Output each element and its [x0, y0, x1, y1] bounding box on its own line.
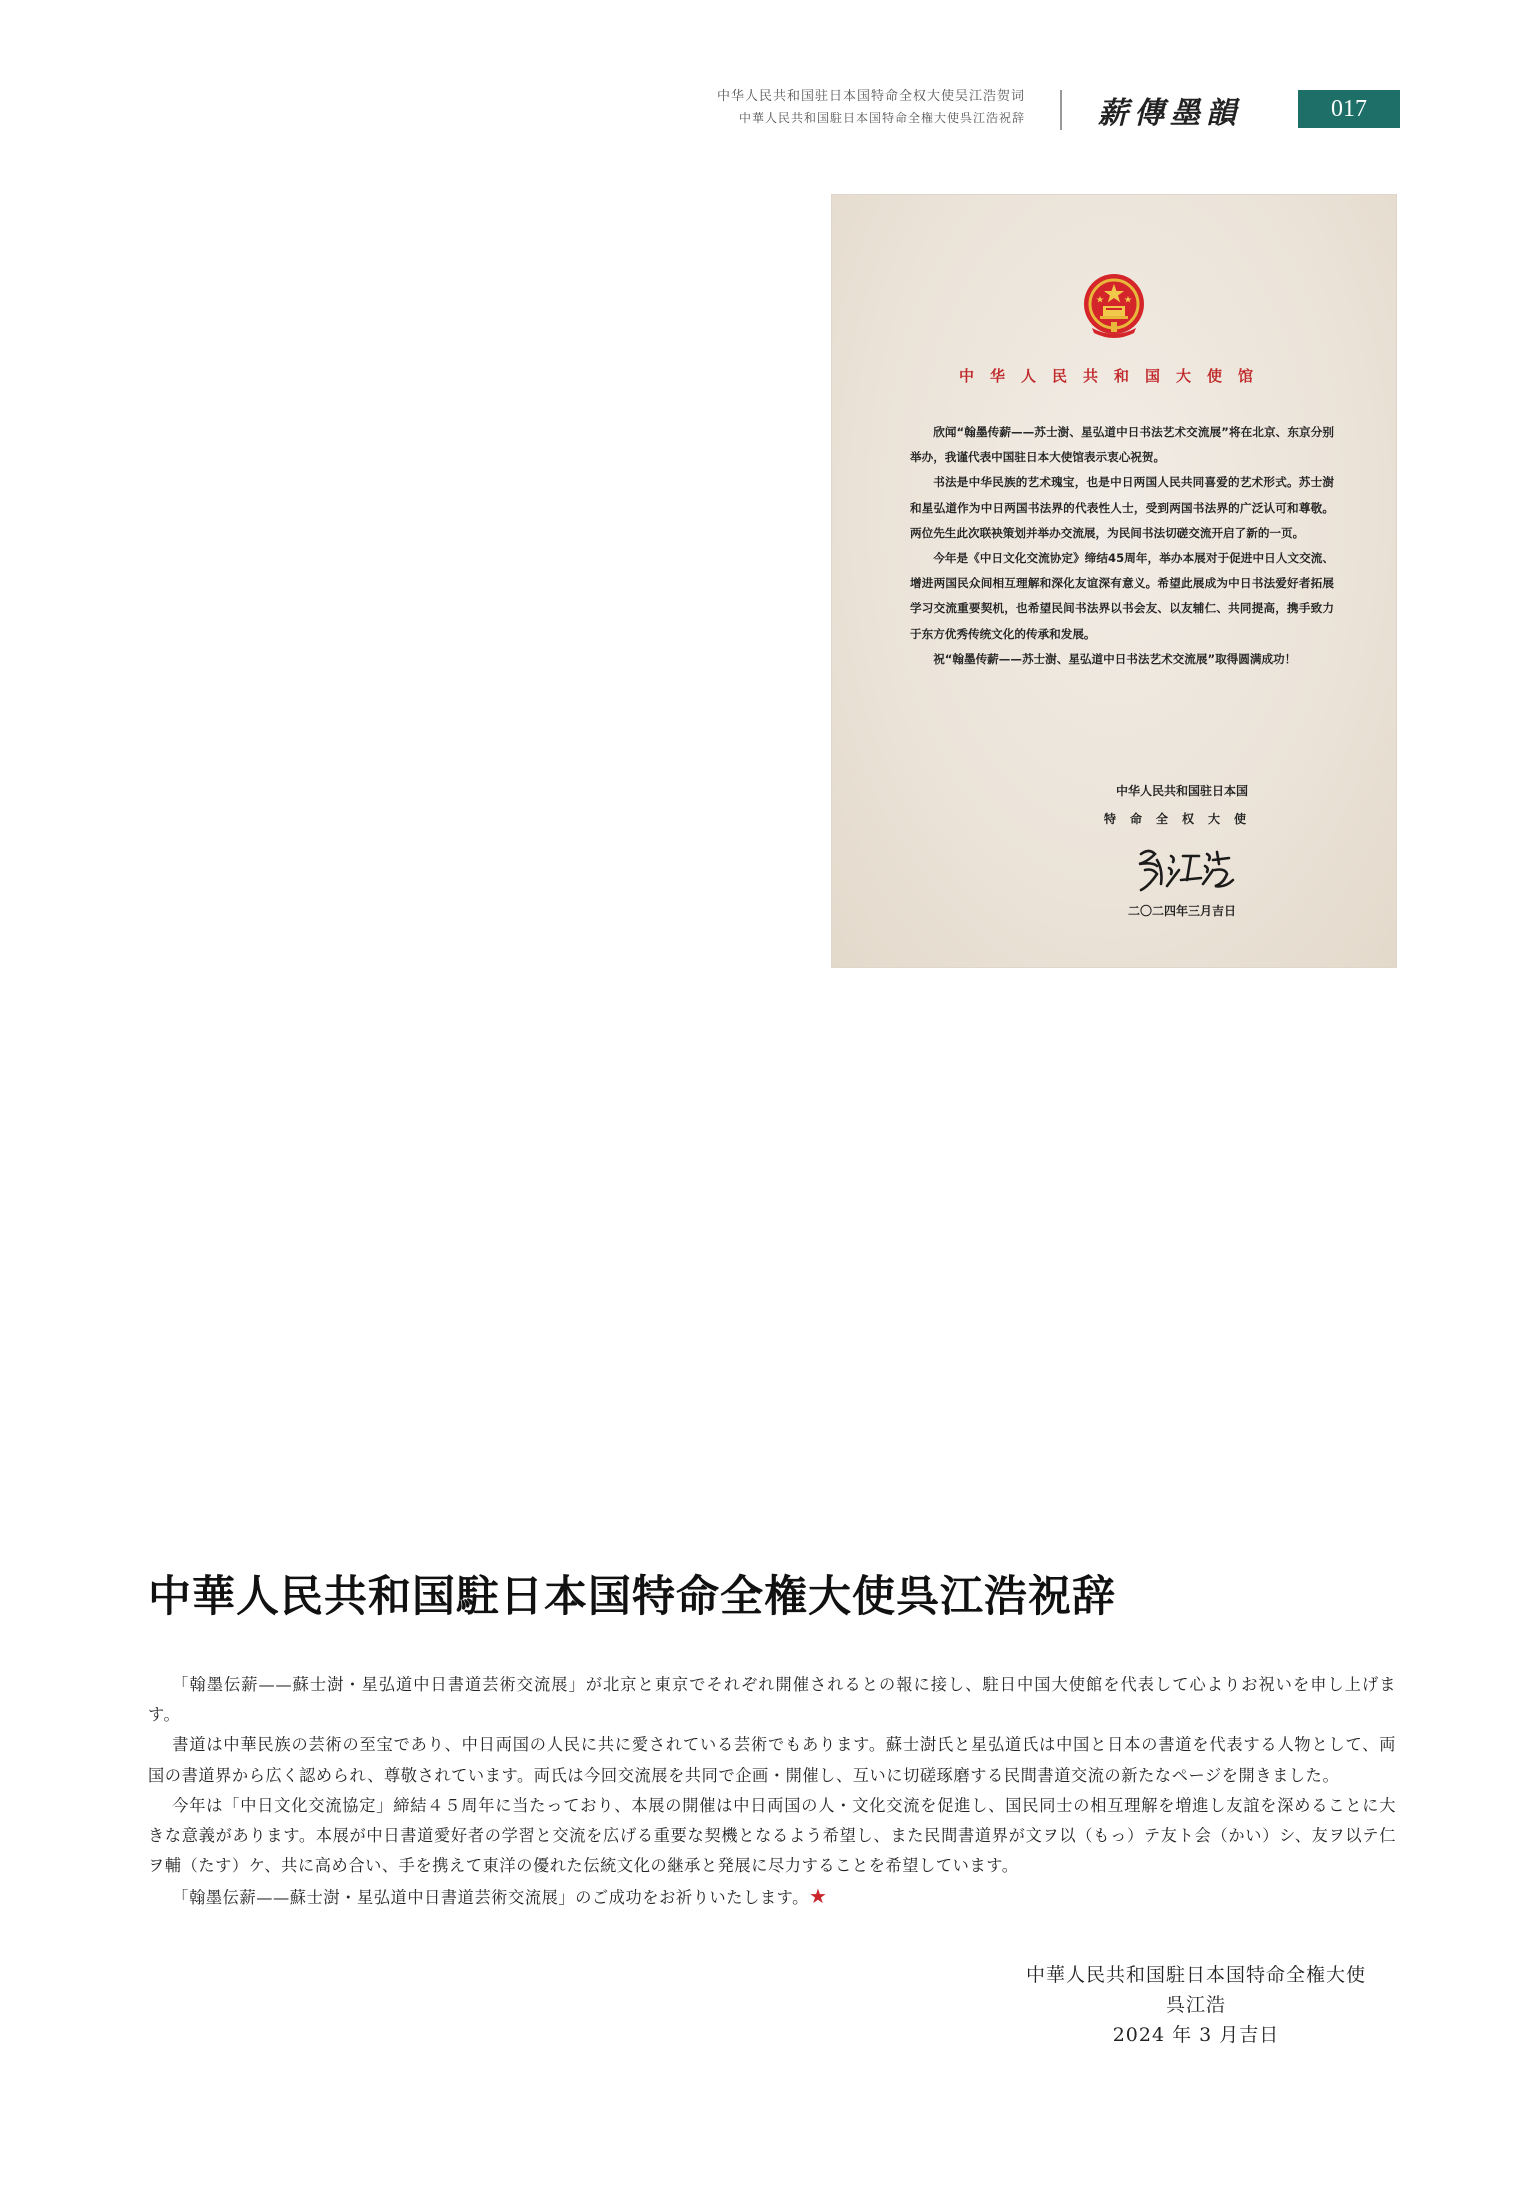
header-divider: [1060, 90, 1062, 130]
article-title: 中華人民共和国駐日本国特命全権大使呉江浩祝辞: [148, 1572, 1116, 1622]
article-paragraph: 「翰墨伝薪——蘇士澍・星弘道中日書道芸術交流展」が北京と東京でそれぞれ開催されるとの報に接し、駐日中国大使館を代表して心よりお祝いを申し上げます。: [148, 1675, 1396, 1725]
article-paragraph-last: [148, 1881, 1396, 1913]
letter-paragraph: 书法是中华民族的艺术瑰宝，也是中日两国人民共同喜爱的艺术形式。苏士澍和星弘道作为中日两国书法界的代表性人士，受到两国书法界的广泛认可和尊敬。两位先生此次联袂策划并举办交流展，为民间书法切磋交流开启了新的一页。: [910, 475, 1334, 540]
article-signature-block: [990, 1960, 1396, 2050]
letter-paragraph: 今年是《中日文化交流协定》缔结45周年，举办本展对于促进中日人文交流、增进两国民众间相互理解和深化友谊深有意义。希望此展成为中日书法爱好者拓展学习交流重要契机，也希望民间书法界以书会友、以友辅仁、共同提高，携手致力于东方优秀传统文化的传承和发展。: [910, 551, 1334, 641]
publication-logo: 薪傳墨韻: [1098, 96, 1242, 131]
letter-paragraph: 祝“翰墨传薪——苏士澍、星弘道中日书法艺术交流展”取得圆满成功！: [933, 651, 1297, 666]
national-emblem-icon: [1078, 270, 1150, 342]
letter-body: [910, 420, 1334, 672]
article-sign-name: 呉江浩: [1165, 1994, 1226, 2016]
article-paragraph-text: 「翰墨伝薪——蘇士澍・星弘道中日書道芸術交流展」のご成功をお祈りいたします。: [172, 1888, 809, 1908]
header-title-japanese: 中華人民共和国駐日本国特命全権大使呉江浩祝辞: [738, 111, 1025, 125]
article-sign-date: 2024 年 3 月吉日: [1112, 2024, 1280, 2046]
letter-sign-org: 中华人民共和国驻日本国: [1115, 784, 1248, 798]
embassy-title: 中华人民共和国大使馆: [958, 367, 1269, 385]
header-title-simplified: 中华人民共和国驻日本国特命全权大使吴江浩贺词: [716, 89, 1025, 104]
end-mark-star-icon: ★: [808, 1884, 828, 1909]
letter-sign-role: 特命全权大使: [1103, 812, 1260, 826]
congratulatory-letter: [832, 195, 1396, 967]
article-sign-org: 中華人民共和国駐日本国特命全権大使: [1025, 1964, 1366, 1986]
letter-sign-date: 二〇二四年三月吉日: [1127, 904, 1236, 918]
article-body: [148, 1670, 1396, 1914]
handwritten-signature: [1127, 840, 1237, 896]
article-paragraph: 今年は「中日文化交流協定」締結４５周年に当たっており、本展の開催は中日両国の人・文化交流を促進し、国民同士の相互理解を増進し友誼を深めることに大きな意義があります。本展が中日書道愛好者の学習と交流を広げる重要な契機となるよう希望し、また民間書道界が文ヲ以（もっ）テ友ト会（かい）シ、友ヲ以テ仁ヲ輔（たす）ケ、共に高め合い、手を携えて東洋の優れた伝統文化の継承と発展に尽力することを希望しています。: [148, 1795, 1396, 1876]
letter-paragraph: 欣闻“翰墨传薪——苏士澍、星弘道中日书法艺术交流展”将在北京、东京分别举办，我谨代表中国驻日本大使馆表示衷心祝贺。: [910, 425, 1334, 465]
letter-signature-block: [1082, 780, 1282, 924]
page-number: 017: [1298, 90, 1400, 128]
running-header: [665, 86, 1025, 128]
article-paragraph: 書道は中華民族の芸術の至宝であり、中日両国の人民に共に愛されている芸術でもあります。蘇士澍氏と星弘道氏は中国と日本の書道を代表する人物として、両国の書道界から広く認められ、尊敬されています。両氏は今回交流展を共同で企画・開催し、互いに切磋琢磨する民間書道交流の新たなページを開きました。: [148, 1735, 1396, 1785]
